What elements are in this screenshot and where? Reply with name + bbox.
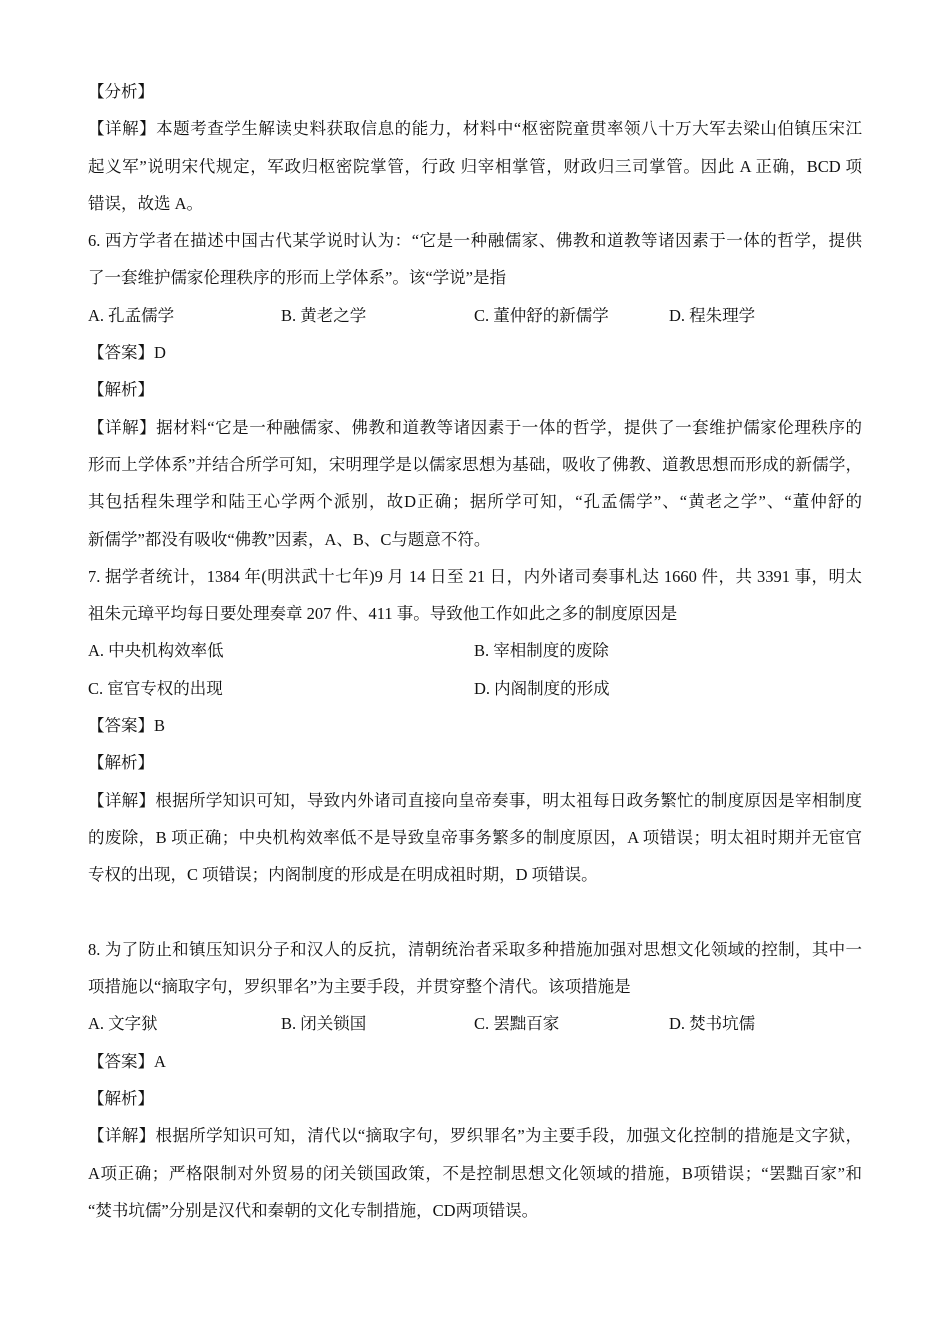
q8-option-c: C. 罢黜百家	[474, 1014, 560, 1034]
q7-options-row-1	[88, 632, 862, 669]
q7-detail-line: 【详解】根据所学知识可知，导致内外诸司直接向皇帝奏事，明太祖每日政务繁忙的制度原因是宰相制度	[88, 790, 862, 810]
q8-stem-line: 项措施以“摘取字句，罗织罪名”为主要手段，并贯穿整个清代。该项措施是	[88, 977, 631, 997]
answer-label: 【答案】	[88, 1051, 154, 1071]
q8-answer	[88, 1043, 862, 1080]
answer-label: 【答案】	[88, 343, 154, 363]
q8-detail-line: A项正确；严格限制对外贸易的闭关锁国政策，不是控制思想文化领域的措施，B项错误；“罢黜百家”和	[88, 1163, 862, 1183]
q6-stem-line: 6. 西方学者在描述中国古代某学说时认为：“它是一种融儒家、佛教和道教等诸因素于一体的哲学，提供	[88, 231, 862, 251]
q6-explanation-label: 【解析】	[88, 380, 154, 400]
q8-stem-line: 8. 为了防止和镇压知识分子和汉人的反抗，清朝统治者采取多种措施加强对思想文化领域的控制，其中一	[88, 939, 862, 959]
q6-option-a: A. 孔孟儒学	[88, 305, 175, 325]
q7-option-a: A. 中央机构效率低	[88, 641, 224, 661]
spacer	[88, 894, 862, 931]
q6-detail-line: 【详解】据材料“它是一种融儒家、佛教和道教等诸因素于一体的哲学，提供了一套维护儒家伦理秩序的	[88, 417, 862, 437]
answer-value: B	[154, 716, 166, 736]
q8-explanation-label: 【解析】	[88, 1089, 154, 1109]
q7-detail-line: 专权的出现，C 项错误；内阁制度的形成是在明成祖时期，D 项错误。	[88, 865, 598, 885]
analysis-label: 【分析】	[88, 82, 154, 101]
q6-answer	[88, 334, 862, 371]
q6-detail-line: 其包括程朱理学和陆王心学两个派别，故D正确；据所学可知，“孔孟儒学”、“黄老之学”、“董仲舒的	[88, 492, 862, 512]
q6-options	[88, 297, 862, 334]
answer-value: A	[154, 1051, 166, 1071]
q5-detail-line: 起义军”说明宋代规定，军政归枢密院掌管，行政 归宰相掌管，财政归三司掌管。因此 A 正确，BCD 项	[88, 156, 862, 176]
q8-option-d: D. 焚书坑儒	[669, 1014, 756, 1034]
q7-options-row-2	[88, 670, 862, 707]
q8-detail-line: “焚书坑儒”分别是汉代和秦朝的文化专制措施，CD两项错误。	[88, 1200, 539, 1220]
q7-answer	[88, 707, 862, 744]
q7-option-c: C. 宦官专权的出现	[88, 678, 223, 698]
q7-stem-line: 祖朱元璋平均每日要处理奏章 207 件、411 事。导致他工作如此之多的制度原因是	[88, 604, 678, 624]
q6-option-b: B. 黄老之学	[281, 305, 367, 325]
q7-stem-line: 7. 据学者统计，1384 年(明洪武十七年)9 月 14 日至 21 日，内外诸司奏事札达 1660 件，共 3391 事，明太	[88, 566, 862, 586]
q8-option-b: B. 闭关锁国	[281, 1014, 367, 1034]
q6-option-c: C. 董仲舒的新儒学	[474, 305, 609, 325]
q7-explanation-label: 【解析】	[88, 753, 154, 773]
answer-label: 【答案】	[88, 716, 154, 736]
q6-detail-line: 形而上学体系”并结合所学可知，宋明理学是以儒家思想为基础，吸收了佛教、道教思想而形成的新儒学，	[88, 454, 862, 474]
q6-option-d: D. 程朱理学	[669, 305, 756, 325]
q5-detail-line: 【详解】本题考查学生解读史料获取信息的能力，材料中“枢密院童贯率领八十万大军去梁山伯镇压宋江	[88, 119, 862, 139]
q7-option-d: D. 内阁制度的形成	[474, 678, 610, 698]
answer-value: D	[154, 343, 166, 363]
q8-options	[88, 1005, 862, 1042]
q5-detail-line: 错误，故选 A。	[88, 193, 204, 213]
q8-detail-line: 【详解】根据所学知识可知，清代以“摘取字句，罗织罪名”为主要手段，加强文化控制的措施是文字狱，	[88, 1126, 862, 1146]
q8-option-a: A. 文字狱	[88, 1014, 158, 1034]
q6-detail-line: 新儒学”都没有吸收“佛教”因素，A、B、C与题意不符。	[88, 529, 491, 549]
q7-option-b: B. 宰相制度的废除	[474, 641, 609, 661]
q6-stem-line: 了一套维护儒家伦理秩序的形而上学体系”。该“学说”是指	[88, 268, 506, 288]
q7-detail-line: 的废除，B 项正确；中央机构效率低不是导致皇帝事务繁多的制度原因，A 项错误；明太祖时期并无宦官	[88, 827, 862, 847]
